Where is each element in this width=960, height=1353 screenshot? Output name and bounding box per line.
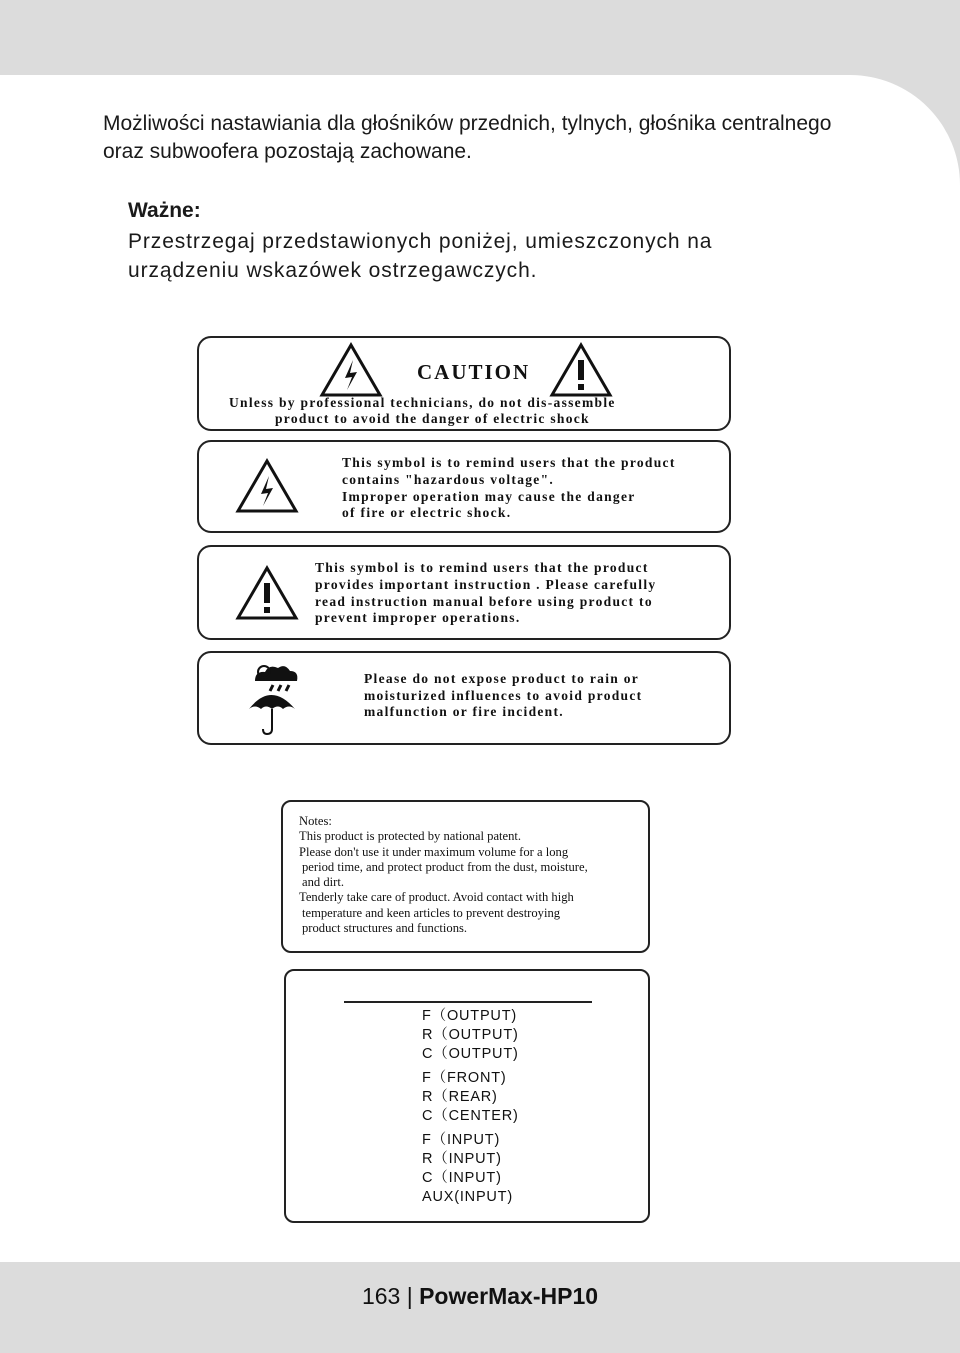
model-name: PowerMax-HP10 [419, 1283, 599, 1309]
lightning-warning-icon [235, 458, 299, 514]
rain-line-3: malfunction or fire incident. [364, 704, 564, 719]
voltage-line-3: Improper operation may cause the danger [342, 489, 636, 504]
notes-line-1: This product is protected by national patent. [299, 829, 522, 844]
voltage-notice-panel [197, 440, 731, 533]
ports-divider [344, 1001, 592, 1003]
port-f-output: F（OUTPUT) [422, 1008, 517, 1024]
notes-label [281, 800, 650, 953]
page-footer [0, 1283, 960, 1310]
rain-line-1: Please do not expose product to rain or [364, 671, 640, 686]
port-r-output: R（OUTPUT) [422, 1027, 519, 1043]
port-c-input: C（INPUT) [422, 1170, 502, 1186]
notes-title: Notes: [299, 814, 332, 828]
intro-paragraph: Możliwości nastawiania dla głośników przednich, tylnych, głośnika centralnego oraz subwoofera pozostają zachowane. [103, 112, 832, 163]
port-c-center: C（CENTER) [422, 1108, 519, 1124]
important-label: Ważne: [128, 199, 201, 222]
notes-line-3: period time, and protect product from the dust, moisture, [302, 859, 588, 874]
footer-separator: | [406, 1283, 413, 1309]
important-text: Przestrzegaj przedstawionych poniżej, umieszczonych na urządzeniu wskazówek ostrzegawczych. [128, 230, 713, 282]
port-f-front: F（FRONT) [422, 1070, 507, 1086]
voltage-line-1: This symbol is to remind users that the product [342, 455, 676, 470]
instruction-line-2: provides important instruction . Please carefully [315, 577, 657, 592]
instruction-line-3: read instruction manual before using product to [315, 594, 653, 609]
important-section [128, 198, 818, 285]
caution-line-1: Unless by professional technicians, do not dis-assemble [229, 395, 616, 410]
notes-line-6: temperature and keen articles to prevent destroying [302, 905, 561, 920]
voltage-line-2: contains "hazardous voltage". [342, 472, 555, 487]
instruction-notice-panel [197, 545, 731, 640]
port-r-rear: R（REAR) [422, 1089, 498, 1105]
exclamation-warning-icon [235, 565, 299, 621]
ports-list [422, 1007, 519, 1207]
port-c-output: C（OUTPUT) [422, 1046, 519, 1062]
port-f-input: F（INPUT) [422, 1132, 501, 1148]
caution-line-2: product to avoid the danger of electric shock [275, 411, 590, 426]
lightning-warning-icon [319, 342, 383, 398]
notes-line-5: Tenderly take care of product. Avoid contact with high [299, 890, 574, 905]
ports-label [284, 969, 650, 1223]
notes-line-2: Please don't use it under maximum volume for a long [299, 844, 569, 859]
page-number: 163 [361, 1283, 401, 1309]
caution-panel [197, 336, 731, 431]
instruction-line-4: prevent improper operations. [315, 610, 521, 625]
rain-umbrella-icon [245, 661, 305, 737]
port-aux-input: AUX(INPUT) [422, 1189, 513, 1205]
notes-line-7: product structures and functions. [302, 921, 468, 936]
instruction-line-1: This symbol is to remind users that the product [315, 560, 649, 575]
notes-line-4: and dirt. [302, 875, 344, 890]
voltage-line-4: of fire or electric shock. [342, 505, 512, 520]
rain-line-2: moisturized influences to avoid product [364, 688, 643, 703]
port-r-input: R（INPUT) [422, 1151, 502, 1167]
exclamation-warning-icon [549, 342, 613, 398]
rain-notice-panel [197, 651, 731, 745]
caution-title: CAUTION [417, 360, 531, 384]
